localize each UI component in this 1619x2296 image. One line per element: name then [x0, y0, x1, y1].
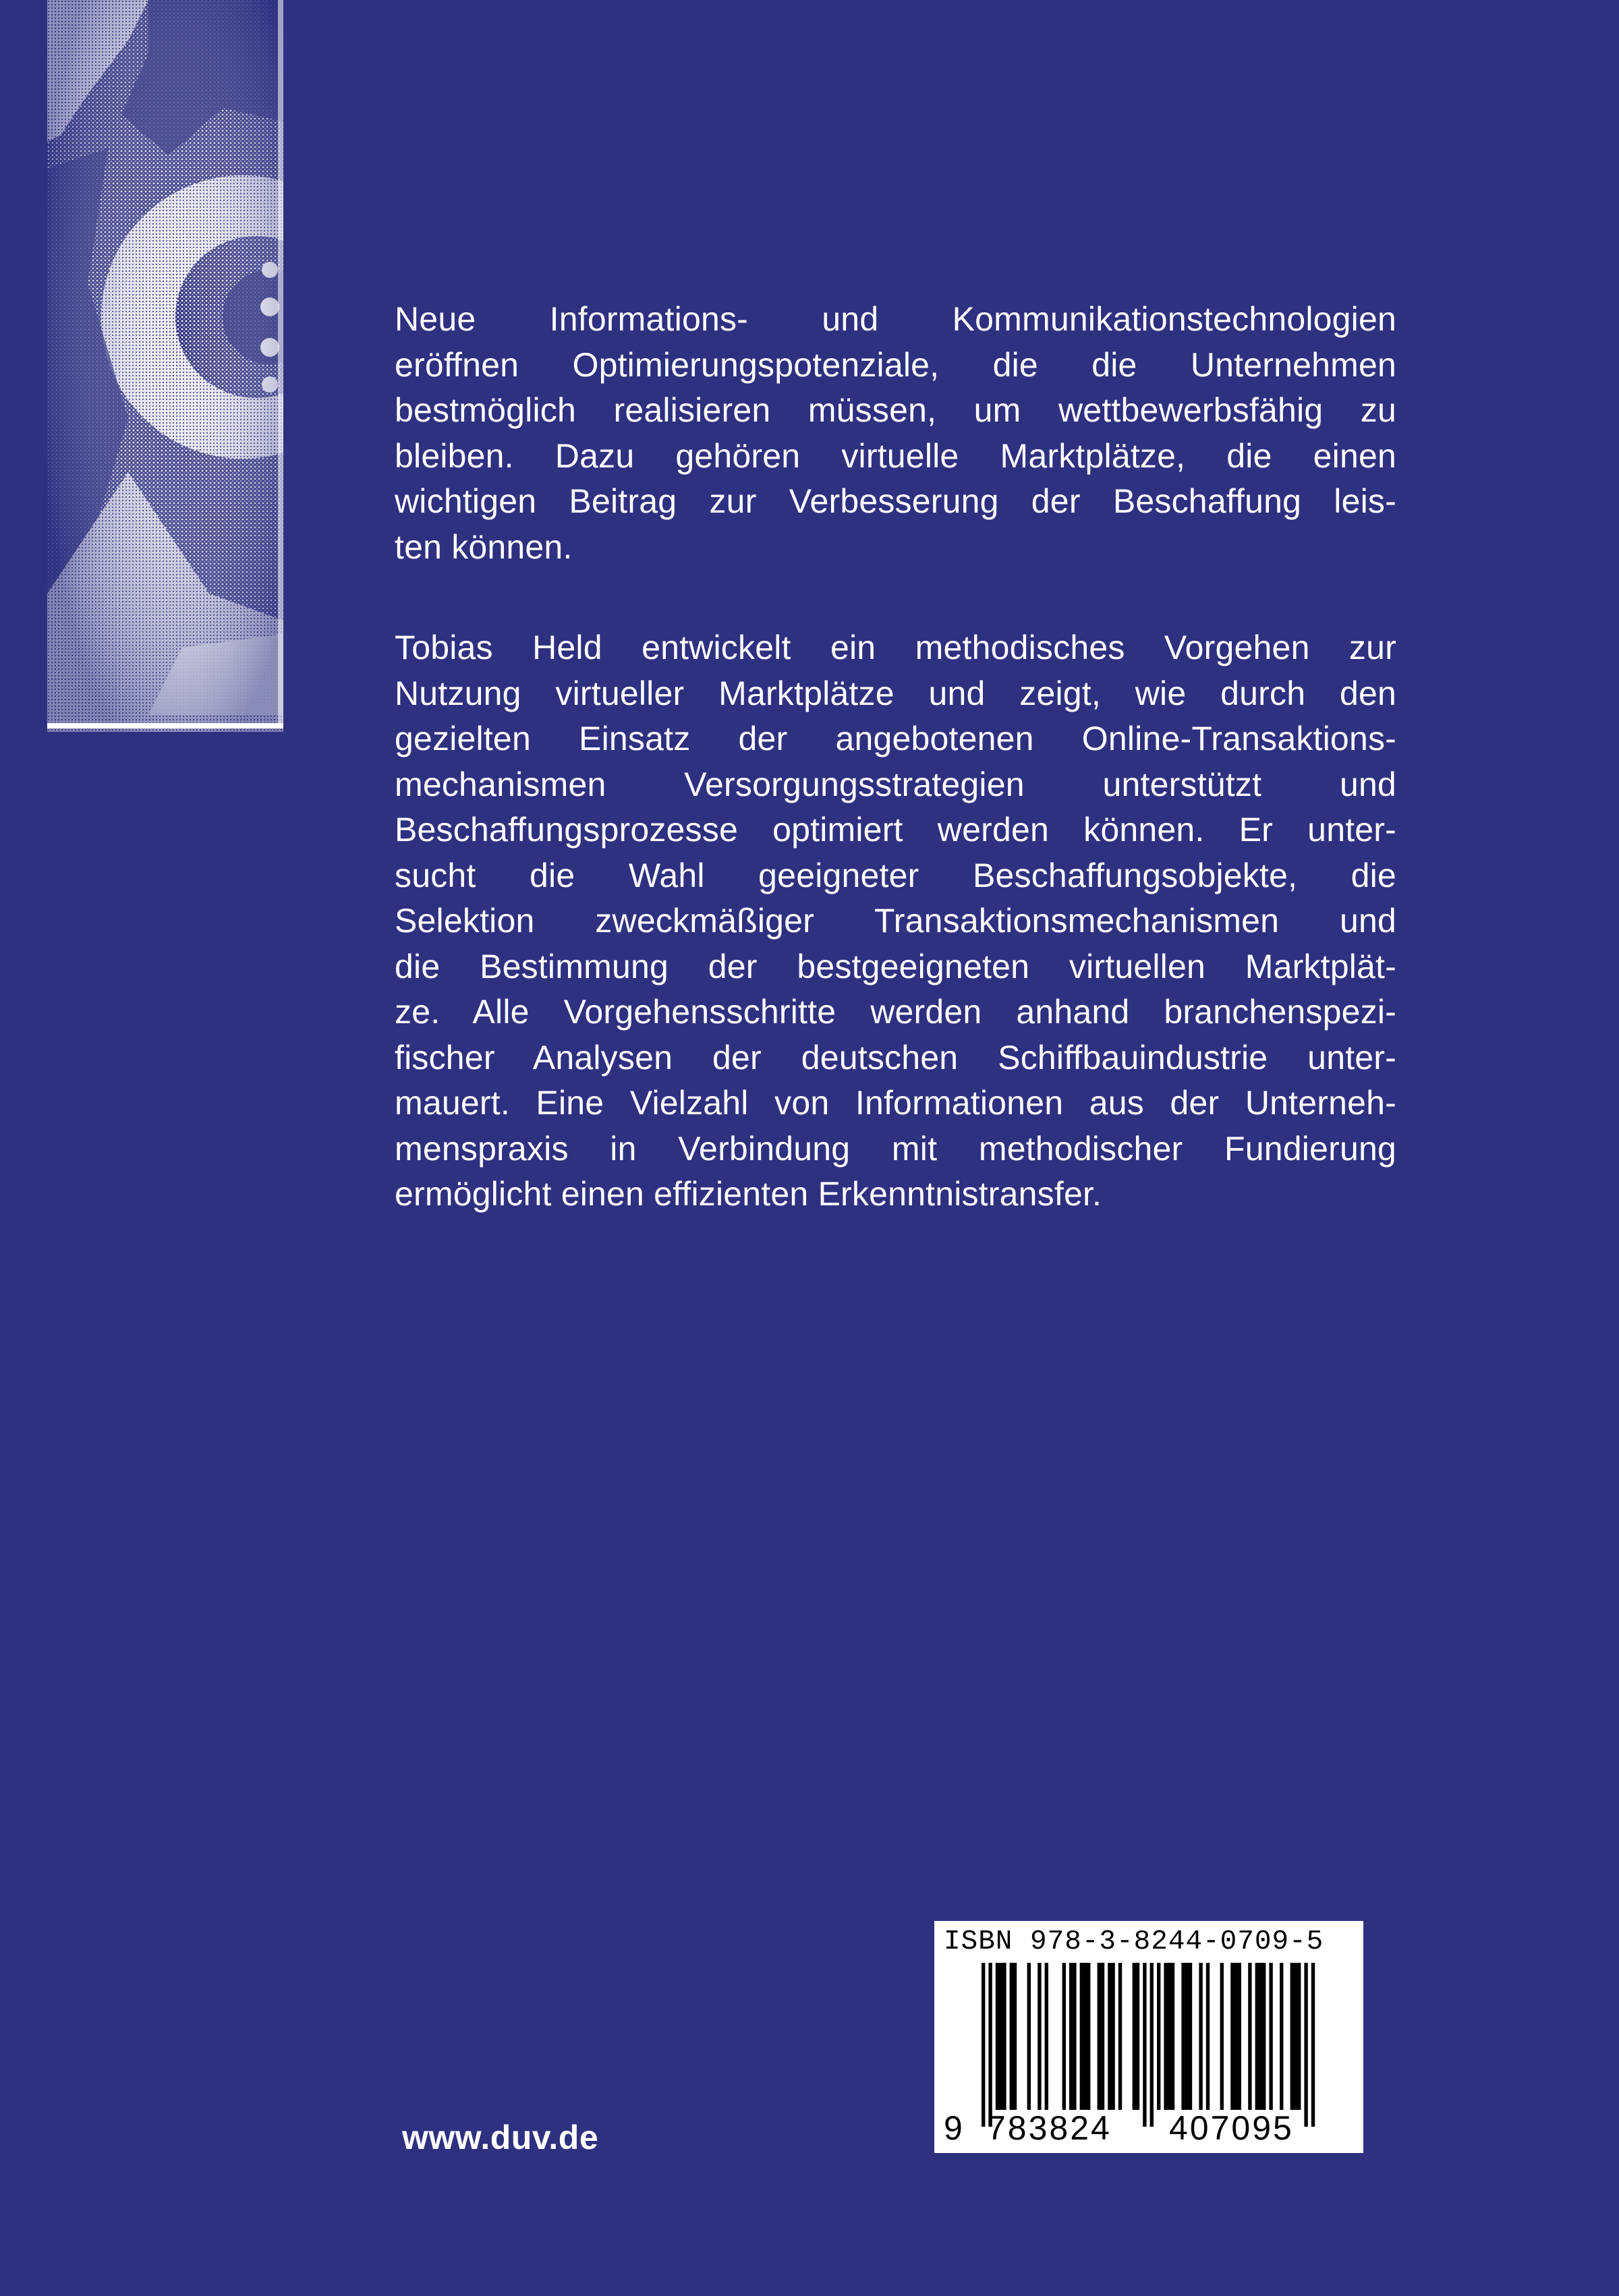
barcode-bar: [1280, 1963, 1283, 2110]
blurb-line: wichtigen Beitrag zur Verbesserung der Beschaffung leis-: [395, 482, 1396, 520]
blurb-line: bestmöglich realisieren müssen, um wettbewerbsfähig zu: [395, 391, 1396, 429]
barcode-bar: [1262, 1963, 1266, 2110]
barcode-bar: [1164, 1963, 1167, 2110]
barcode-bar: [1108, 1963, 1111, 2110]
barcode-bar: [1073, 1963, 1076, 2110]
dithered-machine-part-photo-icon: [47, 0, 283, 732]
blurb-paragraph-1: [395, 297, 1396, 570]
barcode-bar: [999, 1963, 1002, 2110]
blurb-line: Neue Informations- und Kommunikationstechnologien: [395, 300, 1396, 338]
barcode-bar: [1304, 1963, 1307, 2127]
blurb-line: mauert. Eine Vielzahl von Informationen aus der Unterneh-: [395, 1084, 1396, 1122]
blurb-line: ermöglicht einen effizienten Erkenntnistransfer.: [395, 1175, 1102, 1213]
barcode-bar: [1101, 1963, 1104, 2110]
barcode-bar: [1111, 1963, 1114, 2110]
barcode-bar: [1294, 1963, 1297, 2110]
barcode-bar: [1080, 1963, 1083, 2110]
barcode-bar: [1234, 1963, 1237, 2110]
barcode-bar: [1248, 1963, 1251, 2110]
barcode-bar: [1002, 1963, 1006, 2110]
barcode-bar: [1087, 1963, 1090, 2110]
blurb-line: Beschaffungsprozesse optimiert werden können. Er unter-: [395, 811, 1396, 849]
publisher-url-link[interactable]: www.duv.de: [402, 2119, 599, 2156]
blurb-line: bleiben. Dazu gehören virtuelle Marktplätze, die einen: [395, 436, 1396, 475]
barcode-bar: [1069, 1963, 1073, 2110]
barcode-bar: [1150, 1963, 1154, 2127]
barcode-bar: [1220, 1963, 1224, 2110]
barcode-bar: [1118, 1963, 1122, 2110]
blurb-line: ze. Alle Vorgehensschritte werden anhand branchenspezi-: [395, 993, 1396, 1031]
blurb-line: die Bestimmung der bestgeeigneten virtuellen Marktplät-: [395, 947, 1396, 985]
barcode-bar: [1189, 1963, 1192, 2110]
barcode-bar: [996, 1963, 999, 2110]
blurb-paragraph-2: [395, 625, 1396, 1217]
blurb-line: eröffnen Optimierungspotenziale, die die Unternehmen: [395, 345, 1396, 384]
barcode-bar: [1157, 1963, 1160, 2110]
barcode-bar: [1255, 1963, 1259, 2110]
barcode-bar: [1133, 1963, 1136, 2110]
isbn-barcode: [934, 1921, 1363, 2153]
barcode-bar: [982, 1963, 985, 2127]
barcode-bar: [1098, 1963, 1101, 2110]
barcode-bar: [1297, 1963, 1301, 2110]
blurb-line: ten können.: [395, 527, 573, 566]
barcode-bar: [1062, 1963, 1066, 2110]
barcode-bar: [1238, 1963, 1241, 2110]
barcode-bar: [1185, 1963, 1189, 2110]
blurb-line: fischer Analysen der deutschen Schiffbauindustrie unter-: [395, 1038, 1396, 1077]
ean-right-group: 407095: [1169, 2109, 1294, 2147]
barcode-bar: [988, 1963, 992, 2127]
barcode-bar: [1171, 1963, 1174, 2110]
blurb-line: Tobias Held entwickelt ein methodisches Vorgehen zur: [395, 629, 1396, 666]
ean-left-group: 783824: [987, 2109, 1112, 2147]
barcode-bar: [1045, 1963, 1048, 2110]
barcode-bar: [1311, 1963, 1315, 2127]
barcode-bar: [1168, 1963, 1171, 2110]
blurb-text-block: [395, 297, 1396, 1273]
blurb-line: mechanismen Versorgungsstrategien unterstützt und: [395, 765, 1396, 803]
cover-art-image: [47, 0, 283, 732]
barcode-bar: [1230, 1963, 1234, 2110]
barcode-bar: [1269, 1963, 1272, 2110]
barcode-bar: [1199, 1963, 1202, 2110]
barcode-bar: [1143, 1963, 1146, 2127]
barcode-bar: [1013, 1963, 1017, 2110]
blurb-line: sucht die Wahl geeigneter Beschaffungsobjekte, die: [395, 856, 1396, 894]
barcode-bar: [1027, 1963, 1031, 2110]
barcode-bar: [1083, 1963, 1087, 2110]
barcode-bar: [1136, 1963, 1139, 2110]
blurb-line: menspraxis in Verbindung mit methodischer Fundierung: [395, 1129, 1396, 1168]
isbn-label: ISBN 978-3-8244-0709-5: [944, 1926, 1324, 1957]
blurb-line: Nutzung virtueller Marktplätze und zeigt, wie durch den: [395, 674, 1396, 712]
barcode-bar: [1259, 1963, 1262, 2110]
barcode-bar: [1038, 1963, 1041, 2110]
ean-first-digit: 9: [944, 2109, 963, 2147]
blurb-line: Selektion zweckmäßiger Transaktionsmechanismen und: [395, 902, 1396, 940]
barcode-bar: [1290, 1963, 1294, 2110]
barcode-bar: [1206, 1963, 1210, 2110]
barcode-bar: [1181, 1963, 1185, 2110]
blurb-line: gezielten Einsatz der angebotenen Online-Transaktions-: [395, 720, 1396, 757]
barcode-bar: [1010, 1963, 1013, 2110]
